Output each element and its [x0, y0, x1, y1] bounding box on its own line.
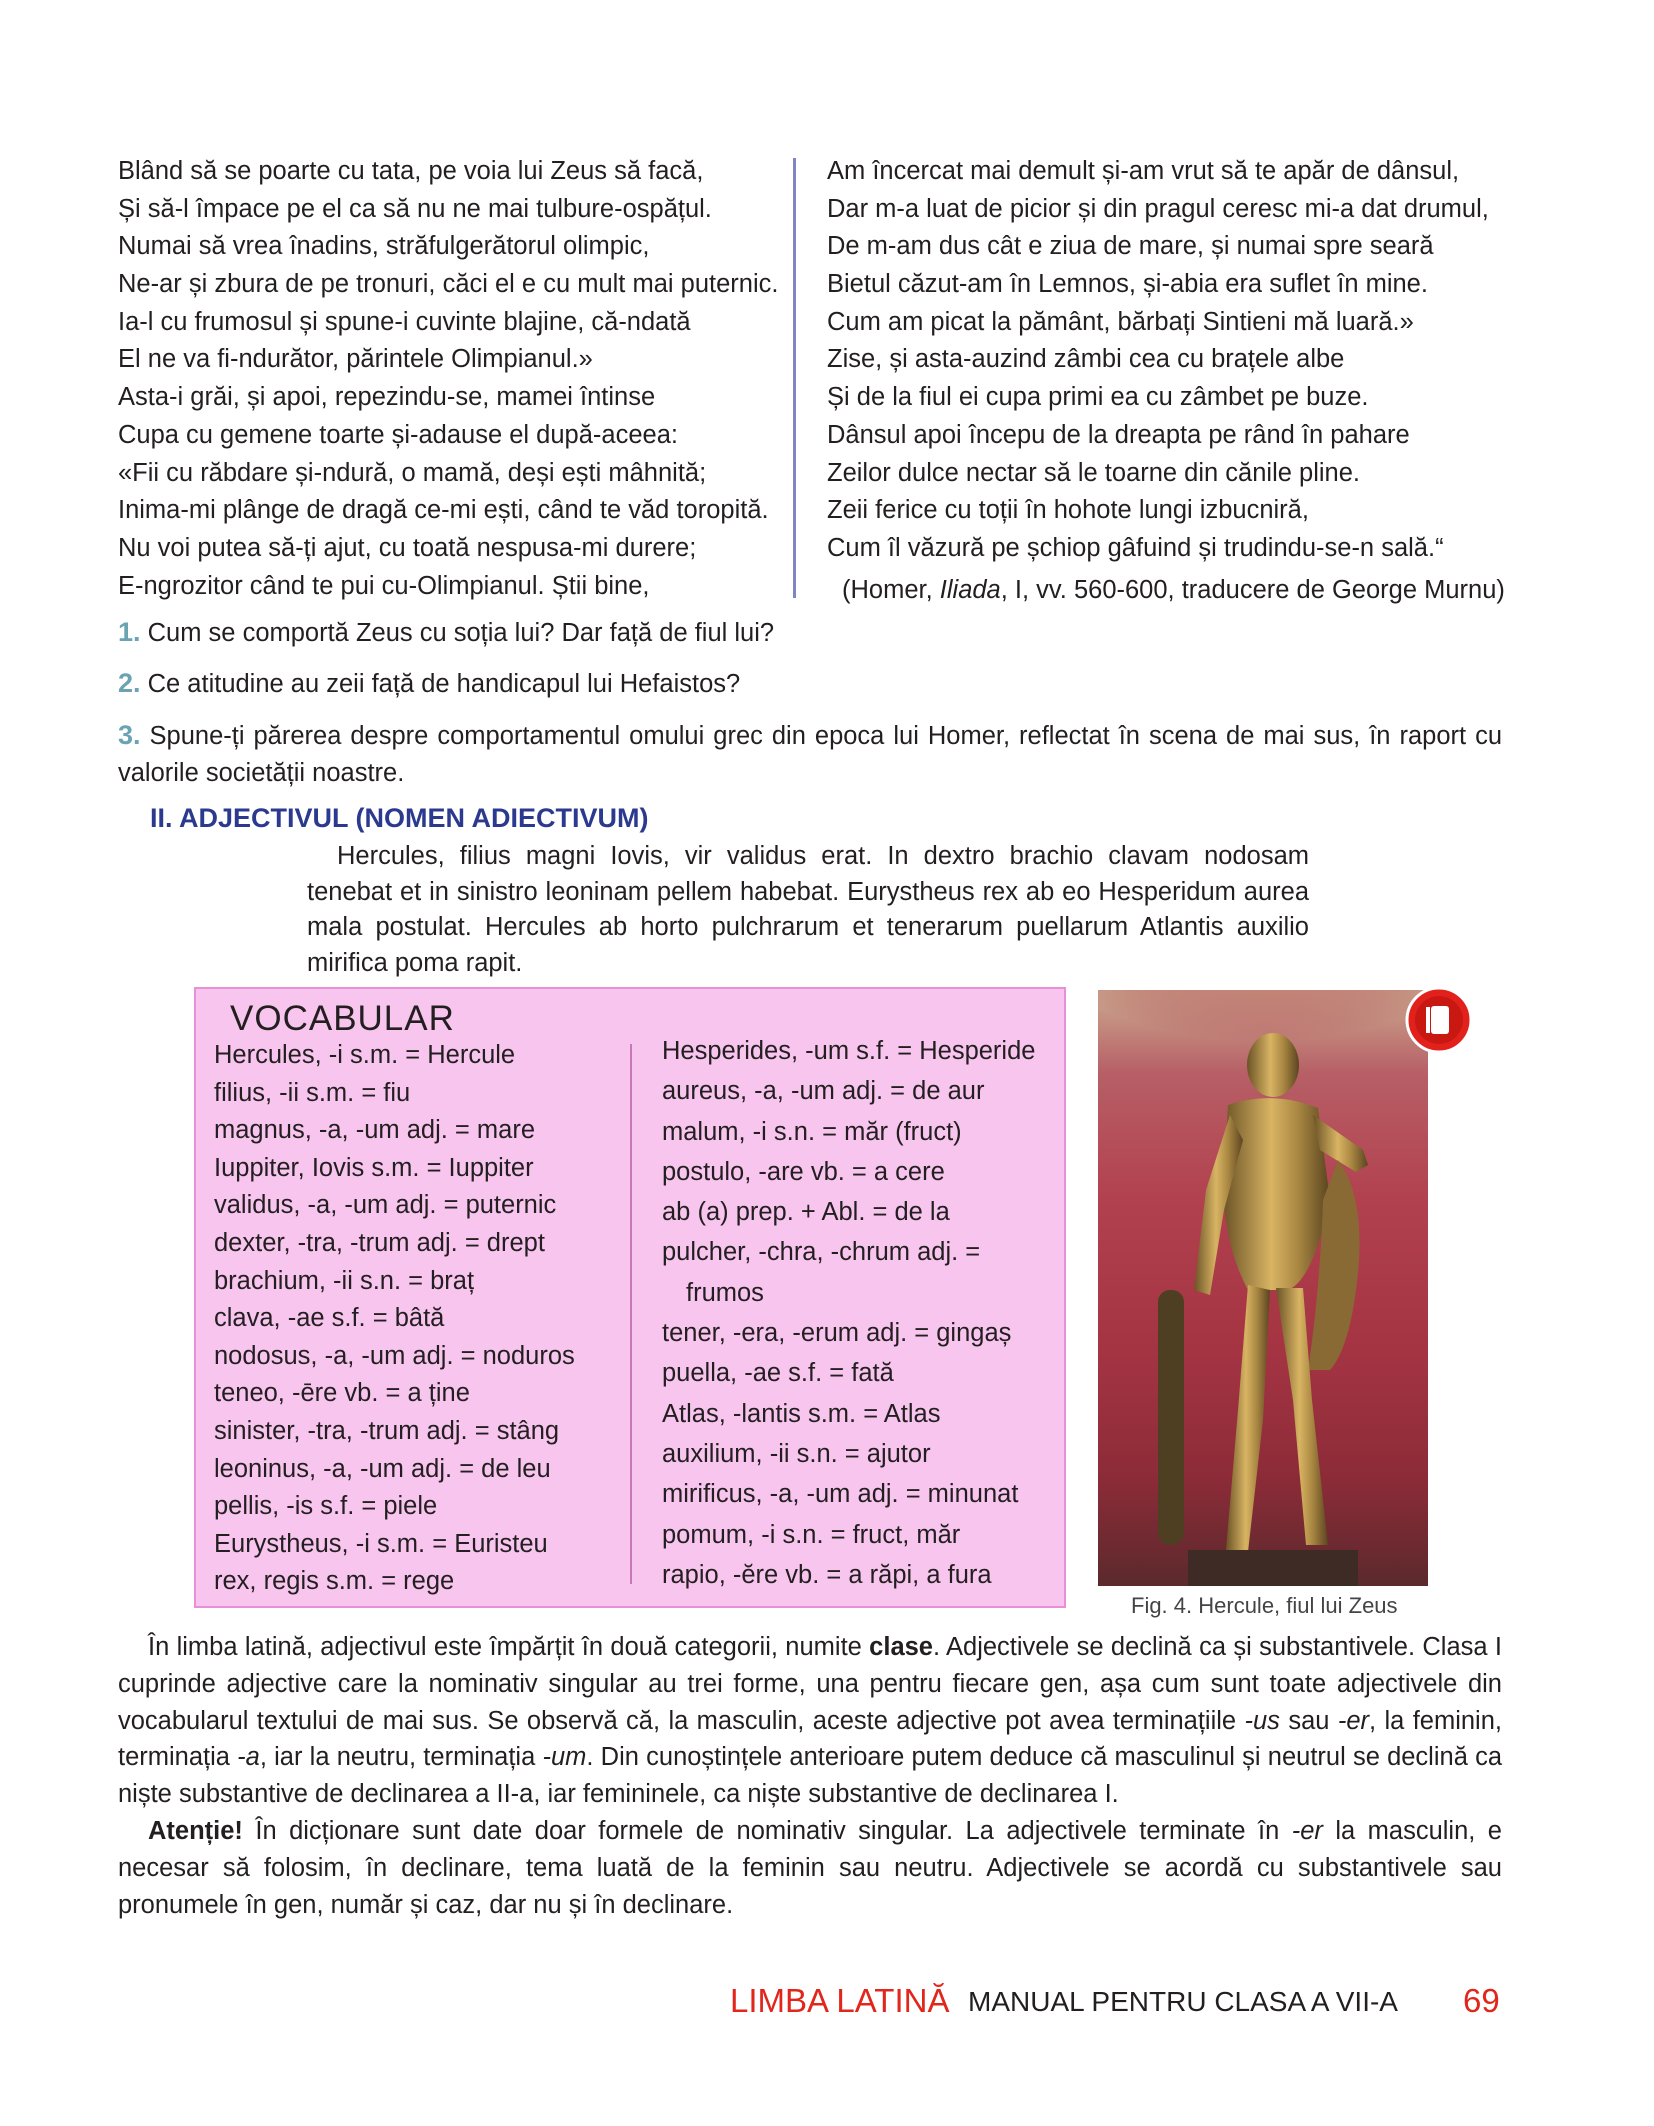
- vocabulary-entry: dexter, -tra, -trum adj. = drept: [214, 1228, 545, 1257]
- question-number: 1.: [118, 617, 141, 647]
- vocabulary-entry: Hercules, -i s.m. = Hercule: [214, 1041, 516, 1069]
- poem-line: De m-am dus cât e ziua de mare, și numai spre seară: [827, 232, 1434, 261]
- question-3: [118, 717, 1502, 792]
- vocabulary-entry: rex, regis s.m. = rege: [214, 1567, 455, 1596]
- vocabulary-entry: ab (a) prep. + Abl. = de la: [662, 1198, 950, 1227]
- page-number: 69: [1463, 1982, 1500, 2019]
- poem-line: Zeilor dulce nectar să le toarne din cănile pline.: [827, 458, 1360, 487]
- question-2: [118, 665, 740, 703]
- vocabulary-entry: sinister, -tra, -trum adj. = stâng: [214, 1416, 560, 1445]
- question-number: 2.: [118, 668, 141, 698]
- poem-line: E-ngrozitor când te pui cu-Olimpianul. Știi bine,: [118, 571, 650, 600]
- attribution-suffix: , I, vv. 560-600, traducere de George Murnu): [1000, 576, 1505, 604]
- column-divider: [793, 158, 796, 598]
- poem-right-column: [827, 153, 1489, 568]
- section-heading: II. ADJECTIVUL (NOMEN ADIECTIVUM): [150, 803, 649, 833]
- hercules-statue-illustration: [1098, 990, 1428, 1586]
- vocabulary-entry: magnus, -a, -um adj. = mare: [214, 1116, 536, 1145]
- vocabulary-entry: frumos: [686, 1278, 764, 1307]
- vocabulary-entry: puella, -ae s.f. = fată: [662, 1359, 894, 1388]
- poem-line: Ne-ar și zbura de pe tronuri, căci el e cu mult mai puternic.: [118, 270, 779, 299]
- latin-passage: Hercules, filius magni Iovis, vir validus erat. In dextro brachio clavam nodosam tenebat et in sinistro leoninam pellem habebat. Eurystheus rex ab eo Hesperidum aurea mala postulat. Hercules ab horto pulchrarum et tenerarum puellarum Atlantis auxilio mirifica poma rapit.: [307, 842, 1309, 977]
- vocabulary-entry: leoninus, -a, -um adj. = de leu: [214, 1454, 551, 1483]
- poem-line: El ne va fi-ndurător, părintele Olimpianul.»: [118, 345, 593, 374]
- poem-attribution: [842, 576, 1505, 605]
- latin-text: [307, 839, 1309, 981]
- vocabulary-entry: validus, -a, -um adj. = puternic: [214, 1191, 557, 1220]
- poem-line: Cum am picat la pământ, bărbați Sintieni mă luară.»: [827, 307, 1414, 336]
- poem-line: Zise, și asta-auzind zâmbi cea cu brațele albe: [827, 345, 1345, 374]
- question-text: Cum se comportă Zeus cu soția lui? Dar față de fiul lui?: [147, 619, 775, 647]
- attribution-prefix: (Homer,: [842, 576, 940, 604]
- vocabulary-entry: nodosus, -a, -um adj. = noduros: [214, 1341, 575, 1370]
- vocabulary-entry: rapio, -ĕre vb. = a răpi, a fura: [662, 1560, 992, 1589]
- vocabulary-entry: Iuppiter, Iovis s.m. = Iuppiter: [214, 1153, 534, 1182]
- vocabulary-entry: Atlas, -lantis s.m. = Atlas: [662, 1399, 941, 1428]
- vocabulary-entry: Hesperides, -um s.f. = Hesperide: [662, 1037, 1036, 1065]
- vocabulary-entry: filius, -ii s.m. = fiu: [214, 1078, 411, 1107]
- footer-subtitle: MANUAL PENTRU CLASA A VII-A: [968, 1986, 1398, 2017]
- vocabulary-column-2: [662, 1031, 1035, 1595]
- vocabulary-entry: pulcher, -chra, -chrum adj. =: [662, 1238, 981, 1267]
- vocabulary-entry: pomum, -i s.n. = fruct, măr: [662, 1520, 961, 1549]
- poem-line: Bietul căzut-am în Lemnos, și-abia era suflet în mine.: [827, 270, 1428, 299]
- poem-line: «Fii cu răbdare și-ndură, o mamă, deși ești mâhnită;: [118, 458, 707, 487]
- vocabulary-entry: malum, -i s.n. = măr (fruct): [662, 1117, 962, 1146]
- poem-line: Și să-l împace pe el ca să nu ne mai tulbure-ospățul.: [118, 194, 712, 223]
- poem-line: Asta-i grăi, și apoi, repezindu-se, mamei întinse: [118, 383, 656, 412]
- question-text: Ce atitudine au zeii față de handicapul lui Hefaistos?: [147, 670, 741, 698]
- poem-line: Nu voi putea să-ți ajut, cu toată nespusa-mi durere;: [118, 533, 697, 562]
- vocabulary-entry: brachium, -ii s.n. = braț: [214, 1266, 475, 1295]
- poem-line: Și de la fiul ei cupa primi ea cu zâmbet pe buze.: [827, 383, 1369, 412]
- paragraph-attention: Atenție! În dicționare sunt date doar formele de nominativ singular. La adjectivele terminate în -er la masculin, e necesar să folosim, în declinare, tema luată de la feminin sau neutru. Adjectivele se acordă cu substantivele sau pronumele în gen, număr și caz, dar nu și în declinare.: [118, 1816, 1502, 1919]
- paragraph-classes: În limba latină, adjectivul este împărțit în două categorii, numite clase. Adjectivele se declină ca și substantivele. Clasa I cuprinde adjective care la nominativ singular au trei forme, una pentru fiecare gen, așa cum sunt toate adjectivele din vocabularul textului de mai sus. Se observă că, la masculin, aceste adjective pot avea terminațiile -us sau -er, la feminin, terminația -a, iar la neutru, terminația -um. Din cunoștințele anterioare putem deduce că masculinul și neutrul se declină ca niște substantive de declinarea a II-a, iar femininele, ca niște substantive de declinarea I.: [118, 1633, 1503, 1809]
- poem-line: Dar m-a luat de picior și din pragul ceresc mi-a dat drumul,: [827, 194, 1489, 223]
- vocabulary-entry: mirificus, -a, -um adj. = minunat: [662, 1480, 1019, 1509]
- poem-line: Dânsul apoi începu de la dreapta pe rând în pahare: [827, 420, 1410, 449]
- poem-line: Zeii ferice cu toții în hohote lungi izbucniră,: [827, 496, 1309, 525]
- poem-line: Inima-mi plânge de dragă ce-mi ești, când te văd toropită.: [118, 496, 769, 525]
- hercules-statue-photo: [1098, 990, 1428, 1586]
- poem-line: Cum îl văzură pe șchiop gâfuind și trudindu-se-n sală.“: [827, 533, 1444, 562]
- vocabulary-entry: clava, -ae s.f. = bâtă: [214, 1304, 445, 1333]
- poem-line: Ia-l cu frumosul și spune-i cuvinte blajine, că-ndată: [118, 307, 691, 336]
- attribution-title: Iliada: [939, 576, 1001, 604]
- explanation-text: [118, 1629, 1502, 1923]
- vocabulary-entry: pellis, -is s.f. = piele: [214, 1492, 438, 1521]
- question-number: 3.: [118, 720, 141, 750]
- vocabulary-entry: tener, -era, -erum adj. = gingaș: [662, 1319, 1012, 1348]
- vocabulary-entry: postulo, -are vb. = a cere: [662, 1157, 945, 1186]
- question-1: [118, 614, 774, 652]
- poem-line: Blând să se poarte cu tata, pe voia lui Zeus să facă,: [118, 157, 704, 185]
- vocabulary-title: VOCABULAR: [230, 999, 455, 1038]
- vocabulary-entry: auxilium, -ii s.n. = ajutor: [662, 1439, 931, 1468]
- figure-caption: Fig. 4. Hercule, fiul lui Zeus: [1131, 1593, 1398, 1618]
- question-text: Spune-ți părerea despre comportamentul omului grec din epoca lui Homer, reflectat în scena de mai sus, în raport cu valorile societății noastre.: [118, 722, 1502, 787]
- vocabulary-box: [194, 987, 1066, 1608]
- vocabulary-divider: [630, 1044, 632, 1584]
- footer-title: LIMBA LATINĂ: [730, 1982, 950, 2019]
- poem-line: Numai să vrea înadins, străfulgerătorul olimpic,: [118, 232, 650, 261]
- poem-line: Am încercat mai demult și-am vrut să te apăr de dânsul,: [827, 157, 1460, 185]
- vocabulary-entry: aureus, -a, -um adj. = de aur: [662, 1077, 985, 1106]
- vocabulary-entry: teneo, -ēre vb. = a ține: [214, 1379, 470, 1408]
- poem-line: Cupa cu gemene toarte și-adause el după-aceea:: [118, 420, 678, 449]
- digital-resource-badge-icon[interactable]: [1404, 985, 1474, 1055]
- vocabulary-column-1: [214, 1037, 575, 1601]
- poem-left-column: [118, 153, 778, 605]
- vocabulary-entry: Eurystheus, -i s.m. = Euristeu: [214, 1529, 548, 1558]
